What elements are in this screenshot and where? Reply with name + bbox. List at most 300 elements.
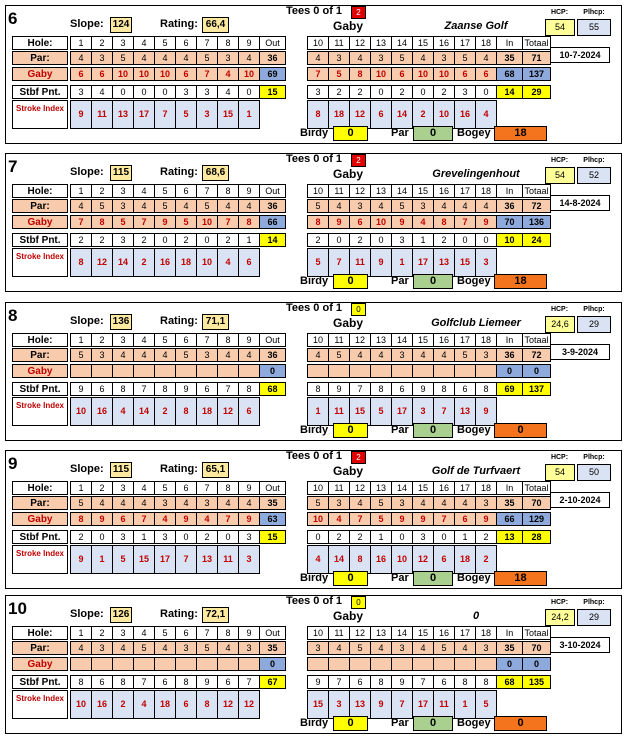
- par-cell: 4: [133, 348, 155, 362]
- stroke-index-cell: 11: [433, 690, 455, 719]
- hole-number: 1: [70, 481, 92, 495]
- par-cell: 4: [433, 348, 455, 362]
- stbf-in: 69: [496, 382, 523, 396]
- par-cell: 4: [238, 199, 260, 213]
- par-cell: 3: [154, 496, 176, 510]
- stbf-cell: 0: [370, 85, 392, 99]
- score-cell: 10: [370, 67, 392, 81]
- hole-number: 7: [196, 481, 218, 495]
- stbf-cell: 0: [238, 85, 260, 99]
- par-cell: 4: [370, 199, 392, 213]
- stroke-index-cell: 6: [175, 690, 197, 719]
- stbf-cell: 6: [196, 382, 218, 396]
- round-number: 9: [8, 454, 18, 473]
- score-cell: [391, 364, 413, 378]
- par-cell: 3: [412, 199, 434, 213]
- course-name: 0: [472, 610, 480, 622]
- hole-number: 5: [154, 481, 176, 495]
- par-cell: 3: [391, 348, 413, 362]
- score-cell: 4: [196, 512, 218, 526]
- stroke-index-cell: 18: [196, 397, 218, 426]
- stroke-index-cell: 13: [433, 248, 455, 277]
- hole-number: 9: [238, 626, 260, 640]
- score-cell: [370, 657, 392, 671]
- stbf-cell: 6: [391, 382, 413, 396]
- par-cell: 5: [196, 51, 218, 65]
- total-header: Totaal: [522, 36, 551, 50]
- stroke-index-cell: 5: [307, 248, 329, 277]
- stbf-cell: 8: [175, 675, 197, 689]
- hole-number: 16: [433, 184, 455, 198]
- hole-number: 4: [133, 481, 155, 495]
- hole-number: 11: [328, 184, 350, 198]
- score-cell: 7: [307, 67, 329, 81]
- par-cell: 4: [475, 51, 497, 65]
- par-cell: 4: [433, 199, 455, 213]
- stbf-cell: 2: [196, 530, 218, 544]
- stbf-in: 10: [496, 233, 523, 247]
- par-cell: 4: [454, 199, 476, 213]
- par-cell: 4: [217, 496, 239, 510]
- score-total: 137: [522, 67, 551, 81]
- score-total: 0: [522, 657, 551, 671]
- score-cell: 10: [307, 512, 329, 526]
- score-cell: 6: [112, 512, 134, 526]
- stbf-cell: 6: [454, 382, 476, 396]
- tees-value: 2: [351, 6, 366, 19]
- stroke-index-cell: 13: [112, 100, 134, 129]
- score-cell: [154, 364, 176, 378]
- stroke-index-cell: 12: [217, 690, 239, 719]
- bogey-count: 0: [494, 423, 547, 438]
- hole-number: 5: [154, 36, 176, 50]
- score-cell: 7: [70, 215, 92, 229]
- stbf-cell: 2: [349, 233, 371, 247]
- stroke-index-cell: 8: [349, 545, 371, 574]
- slope-value: 136: [110, 314, 132, 330]
- score-out: 66: [259, 215, 286, 229]
- birdy-count: 0: [333, 716, 368, 731]
- stbf-cell: 9: [412, 382, 434, 396]
- stbf-cell: 8: [70, 675, 92, 689]
- tees-label: Tees 0 of 1: [286, 153, 343, 165]
- stroke-index-cell: 18: [328, 100, 350, 129]
- hcp-value: 54: [545, 464, 575, 481]
- stbf-cell: 1: [454, 530, 476, 544]
- par-cell: 4: [328, 199, 350, 213]
- stbf-cell: 3: [175, 85, 197, 99]
- row-label-par: Par:: [12, 199, 68, 213]
- hole-number: 10: [307, 481, 329, 495]
- score-cell: 8: [433, 215, 455, 229]
- hole-number: 1: [70, 36, 92, 50]
- score-cell: [475, 364, 497, 378]
- score-total: 0: [522, 364, 551, 378]
- score-out: 0: [259, 657, 286, 671]
- stbf-cell: 0: [196, 233, 218, 247]
- score-cell: 9: [475, 215, 497, 229]
- player-name: Gaby: [333, 167, 364, 181]
- stroke-index-cell: 12: [91, 248, 113, 277]
- par-cell: 3: [307, 641, 329, 655]
- stbf-cell: 0: [154, 233, 176, 247]
- score-cell: 6: [91, 67, 113, 81]
- score-cell: 7: [133, 512, 155, 526]
- row-label-stbf: Stbf Pnt.: [12, 675, 68, 689]
- stbf-cell: 2: [475, 530, 497, 544]
- row-label-stroke-index: Stroke Index: [12, 690, 68, 719]
- par-cell: 4: [70, 641, 92, 655]
- hole-number: 2: [91, 626, 113, 640]
- par-cell: 5: [433, 641, 455, 655]
- stbf-cell: 1: [412, 233, 434, 247]
- plhcp-label: Plhcp:: [583, 9, 605, 16]
- par-cell: 5: [196, 199, 218, 213]
- plhcp-value: 50: [577, 464, 611, 481]
- score-cell: 10: [154, 67, 176, 81]
- tees-label: Tees 0 of 1: [286, 595, 343, 607]
- stroke-index-cell: 14: [391, 100, 413, 129]
- par-cell: 4: [238, 348, 260, 362]
- round-card: [5, 450, 622, 589]
- par-cell: 5: [307, 496, 329, 510]
- par-cell: 3: [112, 199, 134, 213]
- hcp-label: HCP:: [550, 9, 569, 16]
- stbf-cell: 9: [196, 675, 218, 689]
- par-cell: 3: [475, 348, 497, 362]
- stbf-cell: 3: [307, 85, 329, 99]
- score-cell: 8: [238, 215, 260, 229]
- score-cell: [391, 657, 413, 671]
- par-cell: 3: [475, 496, 497, 510]
- par-total: 72: [522, 348, 551, 362]
- stroke-index-cell: 12: [349, 100, 371, 129]
- stbf-cell: 2: [328, 530, 350, 544]
- score-cell: [349, 364, 371, 378]
- par-cell: 4: [133, 496, 155, 510]
- score-cell: 7: [217, 215, 239, 229]
- stroke-index-cell: 5: [112, 545, 134, 574]
- par-out: 36: [259, 348, 286, 362]
- par-cell: 4: [112, 348, 134, 362]
- round-date: 3-9-2024: [550, 344, 610, 360]
- rating-value: 68,6: [202, 165, 229, 181]
- rating-label: Rating:: [160, 463, 198, 475]
- hole-number: 1: [70, 333, 92, 347]
- tees-value: 0: [351, 596, 366, 609]
- stbf-cell: 2: [217, 233, 239, 247]
- bogey-count: 18: [494, 274, 547, 289]
- plhcp-label: Plhcp:: [583, 157, 605, 164]
- stroke-index-cell: 18: [454, 545, 476, 574]
- par-cell: 5: [133, 641, 155, 655]
- stroke-index-cell: 2: [475, 545, 497, 574]
- stbf-cell: 7: [133, 675, 155, 689]
- score-cell: [238, 364, 260, 378]
- par-cell: 3: [217, 51, 239, 65]
- row-label-player: Gaby: [12, 215, 68, 229]
- score-cell: 8: [70, 512, 92, 526]
- rating-label: Rating:: [160, 18, 198, 30]
- stroke-index-cell: 7: [175, 545, 197, 574]
- tees-value: 0: [351, 303, 366, 316]
- stbf-out: 15: [259, 530, 286, 544]
- score-total: 136: [522, 215, 551, 229]
- out-header: Out: [259, 333, 286, 347]
- par-total: 70: [522, 641, 551, 655]
- par-cell: 4: [370, 348, 392, 362]
- hole-number: 12: [349, 36, 371, 50]
- out-header: Out: [259, 36, 286, 50]
- stroke-index-cell: 14: [112, 248, 134, 277]
- par-cell: 4: [454, 496, 476, 510]
- par-count-label: Par: [391, 127, 409, 139]
- score-cell: [307, 364, 329, 378]
- score-cell: 9: [175, 512, 197, 526]
- stroke-index-cell: 3: [412, 397, 434, 426]
- stbf-cell: 6: [91, 382, 113, 396]
- stroke-index-cell: 16: [91, 397, 113, 426]
- hole-number: 14: [391, 481, 413, 495]
- stroke-index-cell: 10: [70, 690, 92, 719]
- par-cell: 3: [391, 641, 413, 655]
- score-cell: 9: [91, 512, 113, 526]
- plhcp-value: 29: [577, 316, 611, 333]
- hole-number: 16: [433, 36, 455, 50]
- stbf-cell: 3: [70, 85, 92, 99]
- hole-number: 4: [133, 36, 155, 50]
- score-cell: 6: [454, 512, 476, 526]
- hcp-value: 24,6: [545, 316, 575, 333]
- hole-number: 6: [175, 626, 197, 640]
- stroke-index-cell: 8: [307, 100, 329, 129]
- row-label-stbf: Stbf Pnt.: [12, 85, 68, 99]
- stroke-index-cell: 6: [433, 545, 455, 574]
- score-out: 0: [259, 364, 286, 378]
- in-header: In: [496, 36, 523, 50]
- stbf-cell: 4: [91, 85, 113, 99]
- player-name: Gaby: [333, 316, 364, 330]
- hole-number: 13: [370, 36, 392, 50]
- hcp-label: HCP:: [550, 306, 569, 313]
- stbf-cell: 0: [217, 530, 239, 544]
- score-in: 68: [496, 67, 523, 81]
- stbf-cell: 2: [391, 85, 413, 99]
- stbf-cell: 6: [91, 675, 113, 689]
- total-header: Totaal: [522, 184, 551, 198]
- score-cell: [133, 364, 155, 378]
- hole-number: 18: [475, 333, 497, 347]
- stbf-in: 68: [496, 675, 523, 689]
- score-cell: [91, 657, 113, 671]
- par-count: 0: [413, 423, 453, 438]
- par-out: 35: [259, 496, 286, 510]
- birdy-label: Birdy: [300, 717, 329, 729]
- hole-number: 15: [412, 626, 434, 640]
- stroke-index-cell: 15: [307, 690, 329, 719]
- par-cell: 4: [412, 641, 434, 655]
- tees-value: 2: [351, 451, 366, 464]
- score-cell: 8: [91, 215, 113, 229]
- stroke-index-cell: 10: [196, 248, 218, 277]
- tees-value: 2: [351, 154, 366, 167]
- score-cell: [70, 657, 92, 671]
- score-total: 129: [522, 512, 551, 526]
- row-label-stbf: Stbf Pnt.: [12, 382, 68, 396]
- score-cell: 10: [133, 67, 155, 81]
- score-cell: [217, 364, 239, 378]
- stbf-cell: 4: [217, 85, 239, 99]
- stroke-index-cell: 6: [238, 248, 260, 277]
- stbf-cell: 2: [91, 233, 113, 247]
- par-total: 71: [522, 51, 551, 65]
- par-total: 72: [522, 199, 551, 213]
- par-count-label: Par: [391, 275, 409, 287]
- birdy-count: 0: [333, 423, 368, 438]
- par-cell: 4: [475, 199, 497, 213]
- hole-number: 16: [433, 333, 455, 347]
- par-cell: 4: [91, 496, 113, 510]
- score-cell: [112, 657, 134, 671]
- stroke-index-cell: 9: [370, 690, 392, 719]
- rating-value: 72,1: [202, 607, 229, 623]
- score-cell: [454, 364, 476, 378]
- score-cell: [91, 364, 113, 378]
- stbf-out: 67: [259, 675, 286, 689]
- par-cell: 4: [238, 51, 260, 65]
- hole-number: 17: [454, 333, 476, 347]
- hole-number: 10: [307, 36, 329, 50]
- score-in: 66: [496, 512, 523, 526]
- stbf-cell: 7: [217, 382, 239, 396]
- par-cell: 3: [196, 348, 218, 362]
- stroke-index-cell: 14: [133, 397, 155, 426]
- row-label-par: Par:: [12, 496, 68, 510]
- stbf-cell: 3: [391, 233, 413, 247]
- par-cell: 5: [70, 348, 92, 362]
- hole-number: 3: [112, 626, 134, 640]
- stroke-index-cell: 4: [475, 100, 497, 129]
- stbf-cell: 3: [112, 233, 134, 247]
- hole-number: 8: [217, 626, 239, 640]
- par-cell: 4: [133, 51, 155, 65]
- slope-label: Slope:: [70, 166, 104, 178]
- stroke-index-cell: 3: [475, 248, 497, 277]
- stroke-index-cell: 11: [91, 100, 113, 129]
- stbf-cell: 7: [412, 675, 434, 689]
- hole-number: 8: [217, 481, 239, 495]
- par-cell: 4: [154, 348, 176, 362]
- par-cell: 5: [370, 496, 392, 510]
- hole-number: 9: [238, 36, 260, 50]
- stbf-cell: 8: [370, 675, 392, 689]
- score-cell: 10: [370, 215, 392, 229]
- score-cell: 9: [154, 215, 176, 229]
- hole-number: 18: [475, 626, 497, 640]
- hole-number: 16: [433, 626, 455, 640]
- stbf-cell: 7: [133, 382, 155, 396]
- hole-number: 10: [307, 333, 329, 347]
- stbf-cell: 6: [217, 675, 239, 689]
- in-header: In: [496, 481, 523, 495]
- stroke-index-cell: 5: [370, 397, 392, 426]
- par-cell: 4: [349, 496, 371, 510]
- score-cell: [349, 657, 371, 671]
- score-cell: 7: [433, 512, 455, 526]
- stbf-cell: 1: [133, 530, 155, 544]
- stbf-out: 68: [259, 382, 286, 396]
- hole-number: 6: [175, 481, 197, 495]
- par-count-label: Par: [391, 424, 409, 436]
- stroke-index-cell: 15: [133, 545, 155, 574]
- par-count-label: Par: [391, 572, 409, 584]
- hole-number: 18: [475, 184, 497, 198]
- stbf-in: 14: [496, 85, 523, 99]
- stroke-index-cell: 18: [175, 248, 197, 277]
- plhcp-value: 55: [577, 19, 611, 36]
- course-name: Golfclub Liemeer: [431, 317, 521, 329]
- hcp-label: HCP:: [550, 599, 569, 606]
- score-cell: [196, 364, 218, 378]
- round-number: 10: [8, 599, 27, 618]
- par-cell: 3: [349, 199, 371, 213]
- par-cell: 4: [454, 641, 476, 655]
- row-label-stbf: Stbf Pnt.: [12, 233, 68, 247]
- out-header: Out: [259, 626, 286, 640]
- par-out: 36: [259, 199, 286, 213]
- stroke-index-cell: 9: [370, 248, 392, 277]
- in-header: In: [496, 333, 523, 347]
- hole-number: 15: [412, 481, 434, 495]
- stbf-total: 28: [522, 530, 551, 544]
- score-cell: 4: [328, 512, 350, 526]
- hole-number: 18: [475, 36, 497, 50]
- score-cell: [217, 657, 239, 671]
- hole-number: 11: [328, 36, 350, 50]
- par-cell: 4: [412, 496, 434, 510]
- hcp-label: HCP:: [550, 454, 569, 461]
- stroke-index-cell: 8: [196, 690, 218, 719]
- row-label-par: Par:: [12, 641, 68, 655]
- par-cell: 4: [70, 199, 92, 213]
- score-cell: [133, 657, 155, 671]
- stbf-cell: 6: [433, 675, 455, 689]
- stbf-cell: 0: [370, 233, 392, 247]
- stbf-cell: 3: [412, 530, 434, 544]
- par-in: 36: [496, 348, 523, 362]
- stroke-index-cell: 13: [454, 397, 476, 426]
- score-cell: 10: [196, 215, 218, 229]
- hole-number: 2: [91, 481, 113, 495]
- stroke-index-cell: 18: [154, 690, 176, 719]
- score-cell: [433, 364, 455, 378]
- score-cell: 6: [391, 67, 413, 81]
- row-label-par: Par:: [12, 51, 68, 65]
- hole-number: 8: [217, 36, 239, 50]
- stbf-cell: 9: [391, 675, 413, 689]
- par-cell: 3: [175, 641, 197, 655]
- score-cell: [238, 657, 260, 671]
- par-cell: 4: [412, 348, 434, 362]
- hole-number: 17: [454, 626, 476, 640]
- par-cell: 4: [433, 496, 455, 510]
- par-cell: 3: [91, 51, 113, 65]
- par-cell: 5: [196, 641, 218, 655]
- score-cell: [307, 657, 329, 671]
- par-cell: 4: [154, 51, 176, 65]
- par-count: 0: [413, 716, 453, 731]
- hole-number: 7: [196, 626, 218, 640]
